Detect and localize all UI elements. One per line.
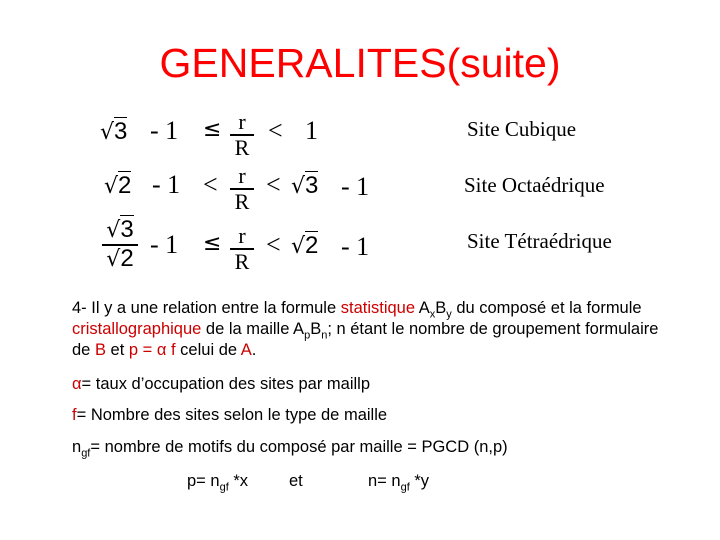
fraction-denominator: R	[234, 135, 250, 160]
less-than-sign: <	[268, 116, 283, 145]
term-p-equation: p = α f	[128, 341, 176, 359]
minus-one: - 1	[152, 170, 181, 199]
sqrt-denominator: √2	[106, 245, 134, 272]
sqrt-numerator: √3	[106, 216, 134, 243]
term-statistique: statistique	[340, 299, 416, 317]
et-word: et	[289, 472, 303, 490]
sqrt-icon: √	[291, 234, 306, 259]
less-than-sign: <	[203, 170, 218, 199]
site-label-octahedral: Site Octaédrique	[464, 173, 605, 197]
sqrt-icon: √	[106, 218, 121, 243]
minus-one: - 1	[341, 172, 370, 201]
f-definition: f= Nombre des sites selon le type de maille	[72, 406, 388, 424]
sqrt-icon: √	[106, 247, 121, 272]
sqrt-expression: √3	[100, 118, 128, 145]
fraction-denominator: R	[234, 249, 250, 274]
fraction-numerator: r	[238, 163, 246, 188]
relation-paragraph: 4- Il y a une relation entre la formule statistique $A_xB_y$ du composé et la formule cristallographique de la maille $A_pB_n$; n étant le nombre de groupement formulaire de B et p = α f celui de A.	[72, 299, 659, 359]
alpha-definition: α= taux d’occupation des sites par maillp	[72, 375, 370, 393]
f-symbol: f	[72, 406, 77, 424]
sqrt-expression: √2	[291, 232, 319, 259]
less-equal-sign: ≤	[203, 117, 222, 142]
sqrt-icon: √	[291, 174, 306, 199]
sqrt-expression: √2	[104, 172, 132, 199]
sqrt-icon: √	[100, 120, 115, 145]
term-A: A	[240, 341, 252, 359]
minus-one: - 1	[150, 230, 179, 259]
sqrt-icon: √	[104, 174, 119, 199]
ratio-fraction	[230, 111, 254, 159]
minus-one: - 1	[341, 232, 370, 261]
alpha-symbol: α	[72, 375, 82, 393]
n-formula: $n= n_{gf}$ *y	[368, 472, 430, 494]
less-than-sign: <	[266, 170, 281, 199]
less-equal-sign: ≤	[203, 231, 222, 256]
site-label-cubic: Site Cubique	[467, 117, 577, 141]
less-than-sign: <	[266, 230, 281, 259]
upper-bound-value: 1	[305, 116, 318, 145]
sqrt-expression: √3	[291, 172, 319, 199]
term-B: B	[94, 341, 106, 359]
fraction-numerator: r	[238, 223, 246, 248]
minus-one: - 1	[150, 116, 179, 145]
sqrt-fraction	[100, 218, 140, 272]
p-formula: $p= n_{gf}$ *x	[187, 472, 249, 494]
fraction-numerator: r	[238, 109, 246, 134]
ratio-fraction	[230, 225, 254, 273]
fraction-denominator: R	[234, 189, 250, 214]
ratio-fraction	[230, 165, 254, 213]
ngf-definition: $n_{gf}=$ nombre de motifs du composé par maille = PGCD (n,p)	[72, 438, 508, 460]
site-label-tetrahedral: Site Tétraédrique	[467, 229, 612, 253]
term-cristallographique: cristallographique	[72, 320, 202, 338]
page-title: GENERALITES(suite)	[159, 40, 561, 86]
